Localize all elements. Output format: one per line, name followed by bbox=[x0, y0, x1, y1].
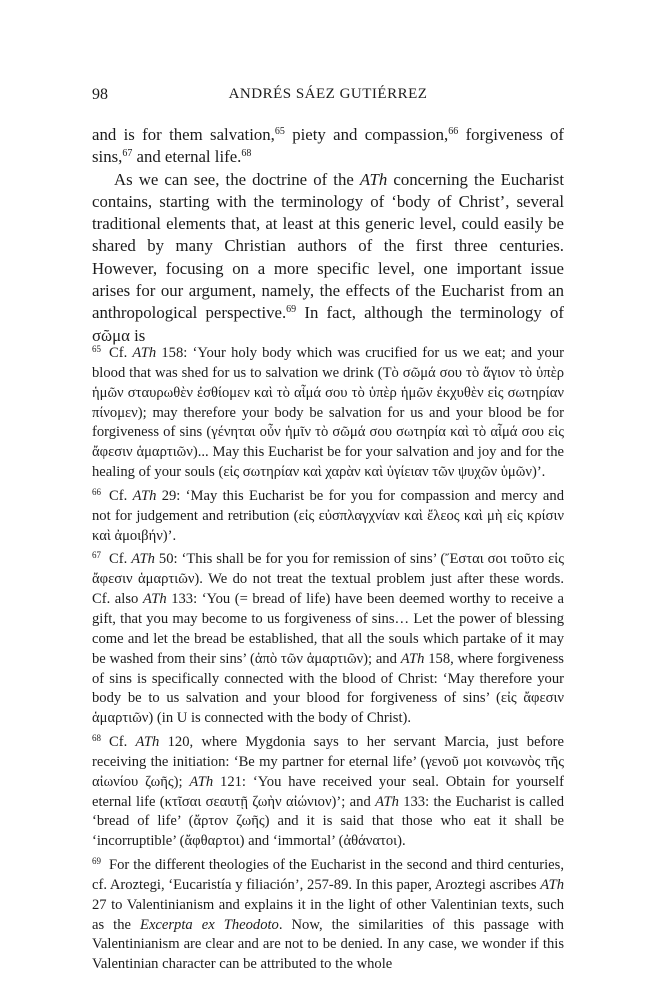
footnote-68 bbox=[92, 729, 564, 852]
running-head: ANDRÉS SÁEZ GUTIÉRREZ bbox=[228, 86, 428, 102]
page-header bbox=[92, 86, 564, 110]
footnote-number: 66 bbox=[92, 486, 101, 497]
abbrev-ath: ATh bbox=[375, 793, 399, 810]
abbrev-ath: ATh bbox=[132, 487, 157, 504]
footnote-67 bbox=[92, 546, 564, 729]
abbrev-ath: ATh bbox=[131, 551, 155, 568]
text-run: Cf. bbox=[109, 345, 133, 361]
footnote-number: 65 bbox=[92, 344, 101, 354]
text-run: and eternal life. bbox=[132, 147, 242, 167]
abbrev-ath: ATh bbox=[400, 650, 425, 667]
abbrev-ath: ATh bbox=[135, 734, 160, 751]
text-run: Cf. bbox=[109, 487, 133, 504]
footnote-number: 68 bbox=[92, 733, 101, 744]
footnote-ref-69: 69 bbox=[286, 304, 297, 316]
abbrev-ath: ATh bbox=[359, 169, 388, 189]
footnote-65 bbox=[92, 340, 564, 483]
text-run: 158, where forgiveness of sins is specifically connected with the blood of Christ: ‘May therefore your body be to us salvation and your blood for forgiveness of sins’ (εἰς ἄφεσιν ἁμαρτιῶν) (in U is connected with the body of Christ). bbox=[92, 650, 564, 727]
footnote-number: 67 bbox=[92, 550, 101, 561]
footnote-ref-65: 65 bbox=[274, 126, 285, 137]
text-run: 133: ‘You (= bread of life) have been deemed worthy to receive a gift, that you may become to us forgiveness of sins… Let the power of blessing come and let the bread be established, that all the souls which partake of it may be washed from their sins’ (ἀπὸ τῶν ἁμαρτιῶν); and bbox=[92, 591, 564, 667]
text-run: As we can see, the doctrine of the bbox=[114, 169, 360, 189]
text-run: 121: ‘You have received your seal. Obtain for yourself eternal life (κτῖσαι σεαυτῇ ζωὴν αἰώνιον)’; and bbox=[92, 773, 564, 810]
text-run: . Now, the similarities of this passage with Valentinianism are clear and are not to be denied. In any case, we wonder if this Valentinian character can be attributed to the whole bbox=[92, 916, 564, 973]
title-excerpta: Excerpta ex Theodoto bbox=[140, 916, 279, 933]
text-run: piety and compassion, bbox=[284, 125, 449, 144]
text-run: and is for them salvation, bbox=[92, 125, 275, 144]
abbrev-ath: ATh bbox=[132, 345, 157, 361]
footnotes bbox=[92, 340, 564, 975]
text-run: 120, where Mygdonia says to her servant Marcia, just before receiving the initiation: ‘Be my partner for eternal life’ (γενοῦ μοι κοινωνὸς τῆς αἰωνίου ζωῆς); bbox=[92, 734, 564, 790]
text-run: In fact, although the terminology of σῶμα is bbox=[92, 303, 564, 345]
paragraph-2 bbox=[92, 169, 564, 347]
abbrev-ath: ATh bbox=[142, 591, 167, 608]
footnote-ref-68: 68 bbox=[241, 148, 252, 160]
text-run: concerning the Eucharist contains, starting with the terminology of ‘body of Christ’, several traditional elements that, at least at this generic level, could easily be shared by many Christian authors of the first three centuries. However, focusing on a more specific level, one important issue arises for our argument, namely, the effects of the Eucharist from an anthropological perspective. bbox=[92, 169, 564, 323]
text-run: Cf. bbox=[109, 551, 132, 568]
text-run: Cf. bbox=[109, 734, 136, 751]
text-run: For the different theologies of the Eucharist in the second and third centuries, cf. Aroztegi, ‘Eucaristía y filiación’, 257-89. In this paper, Aroztegi ascribes bbox=[92, 857, 564, 893]
footnote-ref-67: 67 bbox=[122, 148, 133, 160]
footnote-number: 69 bbox=[92, 856, 101, 867]
footnote-66 bbox=[92, 483, 564, 547]
paragraph-1 bbox=[92, 124, 564, 169]
text-run: 133: the Eucharist is called ‘bread of life’ (ἄρτον ζωῆς) and it is said that those who eat it shall be ‘incorruptible’ (ἄφθαρτοι) and ‘immortal’ (ἀθάνατοι). bbox=[92, 793, 564, 850]
text-run: 50: ‘This shall be for you for remission of sins’ (Ἔσται σοι τοῦτο εἰς ἄφεσιν ἁμαρτιῶν). We do not treat the textual problem just after these words. Cf. also bbox=[92, 551, 564, 608]
text-run: 27 to Valentinianism and explains it in the light of other Valentinian texts, such as the bbox=[92, 896, 564, 933]
main-text bbox=[92, 124, 564, 347]
text-run: 158: ‘Your holy body which was crucified for us we eat; and your blood that was shed for us to salvation we drink (Τὸ σῶμά σου τὸ ἅγιον τὸ ὑπὲρ ἡμῶν σταυρωθὲν ἐσθίομεν καὶ τὸ αἷμά σου τὸ ὑπὲρ ἡμῶν ἐκχυθὲν εἰς σωτηρίαν πίνομεν); may therefore your body be salvation for us and your blood be for forgiveness of sins (γένηται οὖν ἡμῖν τὸ σῶμά σου σωτηρία καὶ τὸ αἷμά σου εἰς ἄφεσιν ἁμαρτιῶν)... May this Eucharist be for your salvation and joy and for the healing of your souls (εἰς σωτηρίαν καὶ χαρὰν καὶ ὑγίειαν τῶν ψυχῶν ὑμῶν)’. bbox=[92, 345, 565, 481]
abbrev-ath: ATh bbox=[540, 876, 564, 893]
footnote-ref-66: 66 bbox=[448, 126, 459, 137]
text-run: forgiveness of sins, bbox=[92, 125, 564, 167]
footnote-69 bbox=[92, 852, 564, 975]
text-run: 29: ‘May this Eucharist be for you for compassion and mercy and not for judgement and retribution (εἰς εὐσπλαγχνίαν καὶ ἔλεος καὶ μὴ εἰς κρίσιν καὶ ἀμοιβήν)’. bbox=[92, 487, 564, 544]
page-number: 98 bbox=[92, 86, 108, 103]
abbrev-ath: ATh bbox=[189, 773, 214, 790]
